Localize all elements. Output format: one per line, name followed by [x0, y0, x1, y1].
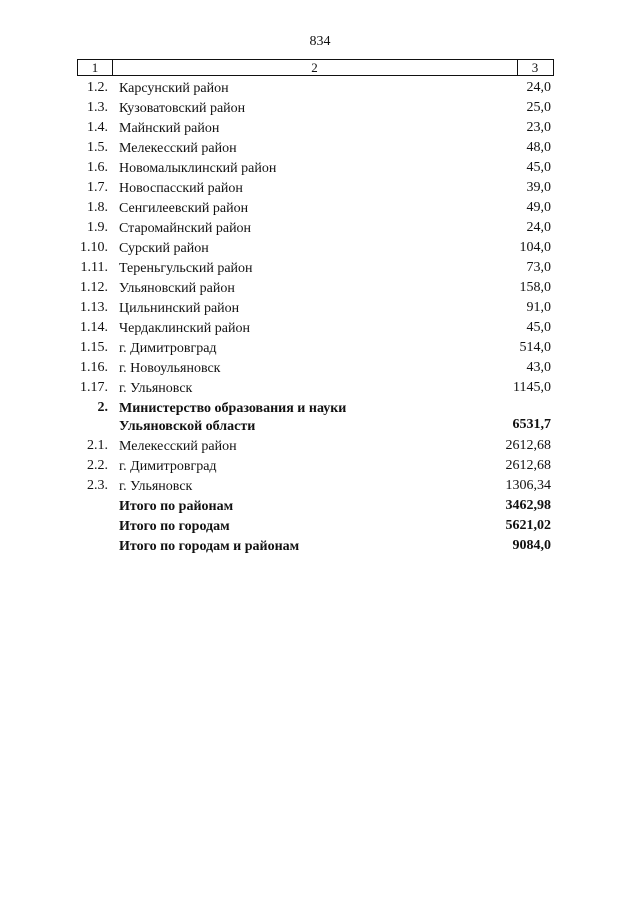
row-name: г. Ульяновск	[119, 479, 193, 494]
table-row	[0, 277, 640, 297]
header-col-3: 3	[531, 60, 539, 75]
row-value: 2612,68	[505, 438, 551, 453]
row-value: 43,0	[526, 360, 551, 375]
table-row	[0, 217, 640, 237]
row-name: Новоспасский район	[119, 181, 243, 196]
row-number: 2.3.	[87, 478, 108, 493]
table-row	[0, 257, 640, 277]
table-row	[0, 177, 640, 197]
row-number: 1.17.	[80, 380, 108, 395]
row-number: 1.16.	[80, 360, 108, 375]
row-value: 73,0	[526, 260, 551, 275]
row-number: 2.	[97, 400, 108, 415]
table-row	[0, 317, 640, 337]
row-number: 1.8.	[87, 200, 108, 215]
row-number: 1.4.	[87, 120, 108, 135]
row-name-line-1: Министерство образования и науки	[119, 401, 347, 416]
row-name: Карсунский район	[119, 81, 229, 96]
row-number: 2.1.	[87, 438, 108, 453]
table-header	[77, 59, 554, 76]
table-row	[0, 297, 640, 317]
row-name: Ульяновский район	[119, 281, 235, 296]
total-row	[0, 515, 640, 535]
row-value: 104,0	[519, 240, 551, 255]
table-row	[0, 157, 640, 177]
row-name: Чердаклинский район	[119, 321, 250, 336]
table-row	[0, 197, 640, 217]
row-number: 1.13.	[80, 300, 108, 315]
row-name: Тереньгульский район	[119, 261, 253, 276]
row-value: 158,0	[519, 280, 551, 295]
row-name: Сурский район	[119, 241, 209, 256]
table-row	[0, 237, 640, 257]
row-number: 1.3.	[87, 100, 108, 115]
table-row	[0, 377, 640, 397]
row-number: 1.15.	[80, 340, 108, 355]
row-value: 45,0	[526, 160, 551, 175]
row-name: г. Димитровград	[119, 459, 217, 474]
row-value: 91,0	[526, 300, 551, 315]
row-value: 49,0	[526, 200, 551, 215]
header-col-2: 2	[112, 60, 518, 75]
row-name: Цильнинский район	[119, 301, 240, 316]
table-row	[0, 337, 640, 357]
row-value: 48,0	[526, 140, 551, 155]
table-row-section	[0, 397, 640, 435]
row-number: 1.9.	[87, 220, 108, 235]
row-value: 24,0	[526, 220, 551, 235]
table-body	[0, 77, 640, 555]
row-number: 1.6.	[87, 160, 108, 175]
row-name: Старомайнский район	[119, 221, 252, 236]
total-label: Итого по районам	[119, 499, 234, 514]
row-name: Мелекесский район	[119, 141, 237, 156]
row-value: 39,0	[526, 180, 551, 195]
row-number: 1.14.	[80, 320, 108, 335]
row-name: Сенгилеевский район	[119, 201, 249, 216]
row-name: г. Димитровград	[119, 341, 217, 356]
total-value: 5621,02	[505, 518, 551, 533]
row-name: Майнский район	[119, 121, 220, 136]
row-number: 1.12.	[80, 280, 108, 295]
total-row	[0, 535, 640, 555]
table-row	[0, 97, 640, 117]
row-value: 25,0	[526, 100, 551, 115]
row-number: 1.10.	[80, 240, 108, 255]
row-value: 1145,0	[513, 380, 551, 395]
table-row	[0, 77, 640, 97]
row-number: 1.5.	[87, 140, 108, 155]
table-row	[0, 117, 640, 137]
row-name: Кузоватовский район	[119, 101, 246, 116]
row-value: 23,0	[526, 120, 551, 135]
total-label: Итого по городам и районам	[119, 539, 300, 554]
row-name: г. Новоульяновск	[119, 361, 221, 376]
page-number: 834	[309, 34, 331, 49]
row-value: 514,0	[519, 340, 551, 355]
row-number: 1.2.	[87, 80, 108, 95]
row-number: 2.2.	[87, 458, 108, 473]
row-value: 2612,68	[505, 458, 551, 473]
total-value: 9084,0	[512, 538, 551, 553]
row-name: Новомалыклинский район	[119, 161, 277, 176]
header-col-1: 1	[78, 60, 113, 75]
row-name: г. Ульяновск	[119, 381, 193, 396]
row-name	[119, 400, 419, 436]
row-value: 6531,7	[512, 417, 551, 432]
row-number: 1.11.	[80, 260, 108, 275]
row-value: 1306,34	[505, 478, 551, 493]
table-row	[0, 455, 640, 475]
row-value: 24,0	[526, 80, 551, 95]
total-label: Итого по городам	[119, 519, 230, 534]
row-name-line-2: Ульяновской области	[119, 419, 256, 434]
row-name: Мелекесский район	[119, 439, 237, 454]
table-row	[0, 475, 640, 495]
total-row	[0, 495, 640, 515]
table-row	[0, 357, 640, 377]
table-row	[0, 435, 640, 455]
row-value: 45,0	[526, 320, 551, 335]
row-number: 1.7.	[87, 180, 108, 195]
total-value: 3462,98	[505, 498, 551, 513]
table-row	[0, 137, 640, 157]
